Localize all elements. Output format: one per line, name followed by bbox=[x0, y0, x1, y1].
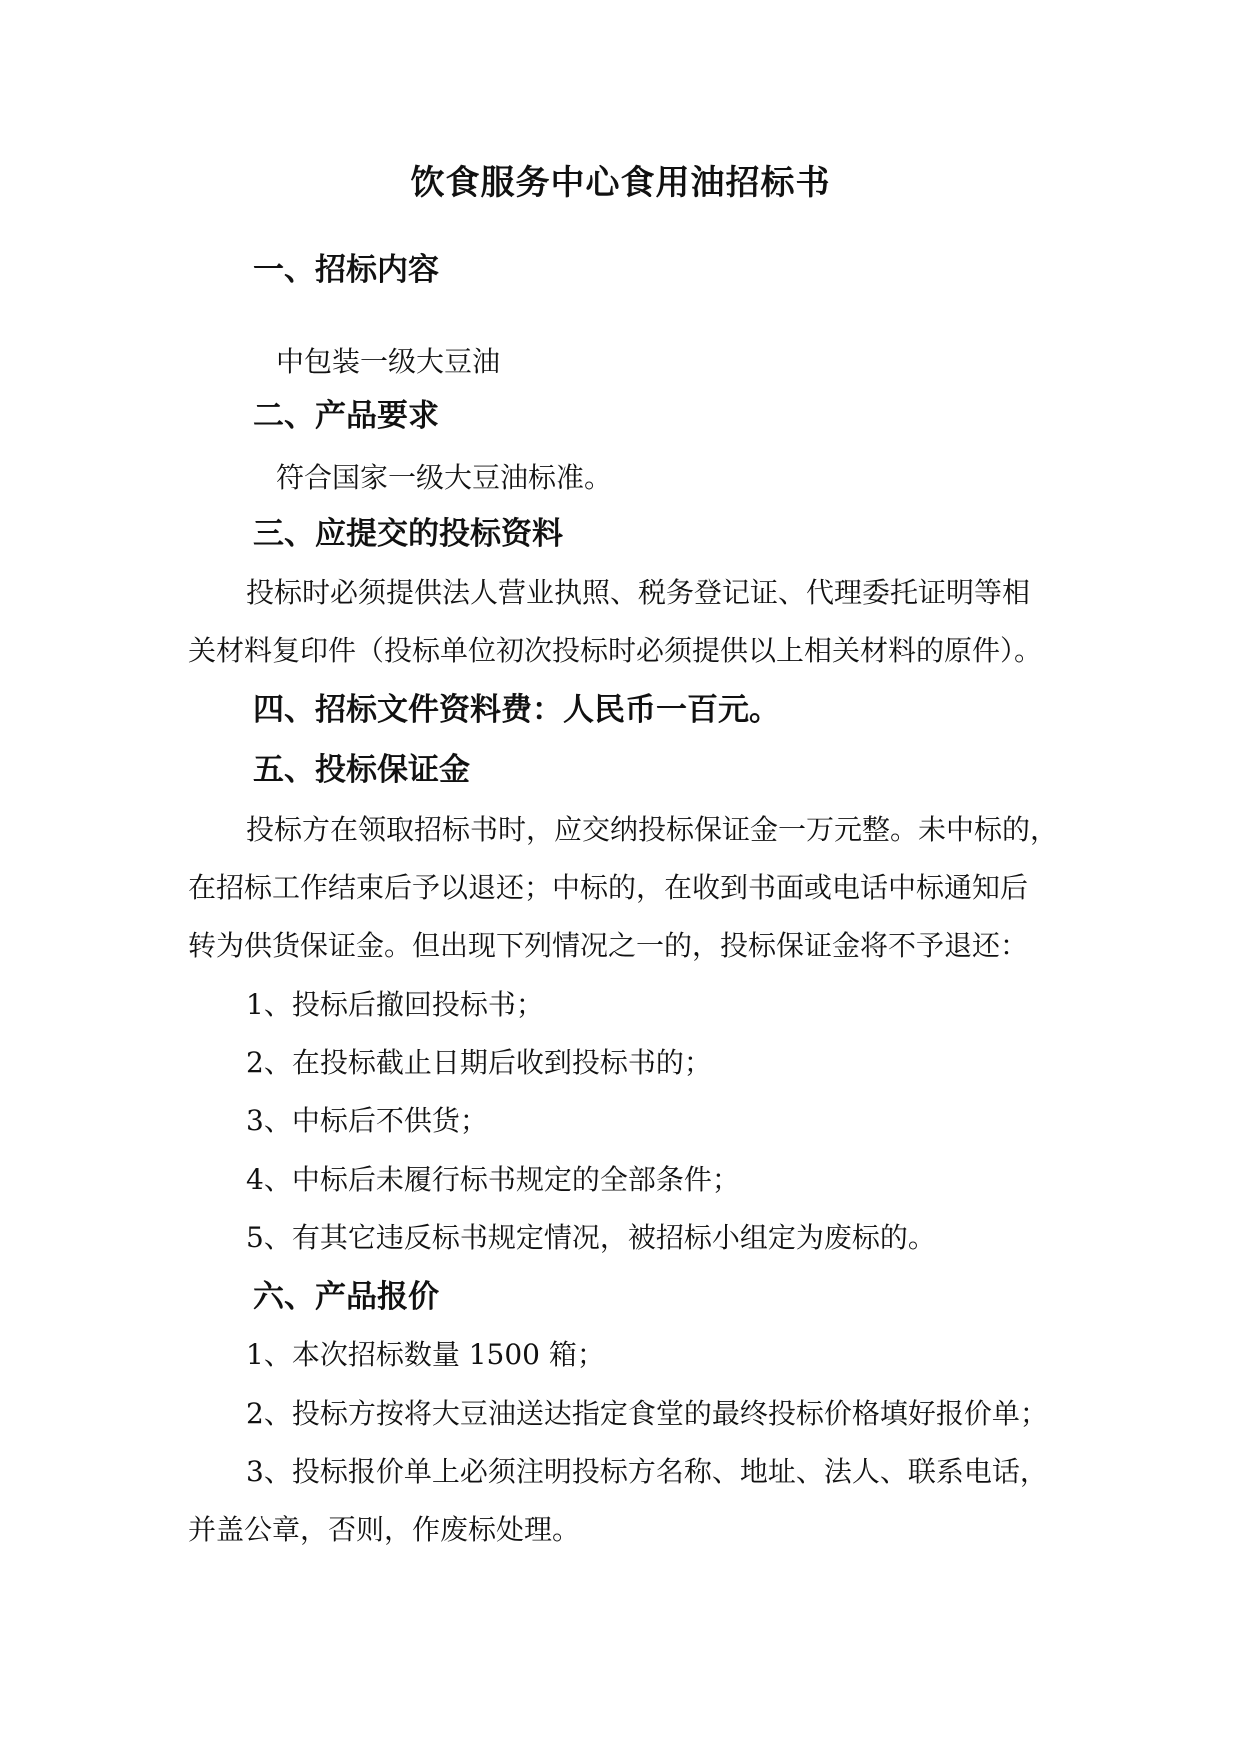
section-5-list-item-3: 3、中标后不供货； bbox=[246, 1104, 488, 1137]
section-5-line-1: 投标方在领取招标书时，应交纳投标保证金一万元整。未中标的， bbox=[246, 813, 1059, 846]
section-3-line-2: 关材料复印件（投标单位初次投标时必须提供以上相关材料的原件）。 bbox=[188, 634, 1043, 667]
section-heading-3: 三、应提交的投标资料 bbox=[253, 516, 563, 552]
section-5-list-item-1: 1、投标后撤回投标书； bbox=[246, 988, 544, 1021]
section-6-list-item-3: 3、投标报价单上必须注明投标方名称、地址、法人、联系电话， bbox=[246, 1455, 1048, 1488]
section-heading-2: 二、产品要求 bbox=[253, 398, 439, 434]
section-6-list-item-2: 2、投标方按将大豆油送达指定食堂的最终投标价格填好报价单； bbox=[246, 1397, 1048, 1430]
section-5-list-item-5: 5、有其它违反标书规定情况，被招标小组定为废标的。 bbox=[246, 1221, 936, 1254]
section-heading-6: 六、产品报价 bbox=[253, 1279, 439, 1315]
section-5-line-2: 在招标工作结束后予以退还；中标的，在收到书面或电话中标通知后 bbox=[188, 871, 1029, 904]
document-title: 饮食服务中心食用油招标书 bbox=[410, 163, 831, 203]
section-5-list-item-4: 4、中标后未履行标书规定的全部条件； bbox=[246, 1163, 740, 1196]
section-5-list-item-2: 2、在投标截止日期后收到投标书的； bbox=[246, 1046, 712, 1079]
section-heading-5: 五、投标保证金 bbox=[253, 752, 470, 788]
section-3-line-1: 投标时必须提供法人营业执照、税务登记证、代理委托证明等相 bbox=[246, 576, 1031, 609]
section-5-line-3: 转为供货保证金。但出现下列情况之一的，投标保证金将不予退还： bbox=[188, 929, 1029, 962]
section-6-line-4: 并盖公章，否则，作废标处理。 bbox=[188, 1513, 581, 1546]
section-6-list-item-1: 1、本次招标数量 1500 箱； bbox=[246, 1338, 605, 1371]
section-1-line-1: 中包装一级大豆油 bbox=[276, 345, 501, 378]
section-2-line-1: 符合国家一级大豆油标准。 bbox=[276, 461, 613, 494]
section-heading-4: 四、招标文件资料费：人民币一百元。 bbox=[253, 692, 780, 728]
section-heading-1: 一、招标内容 bbox=[253, 252, 439, 288]
